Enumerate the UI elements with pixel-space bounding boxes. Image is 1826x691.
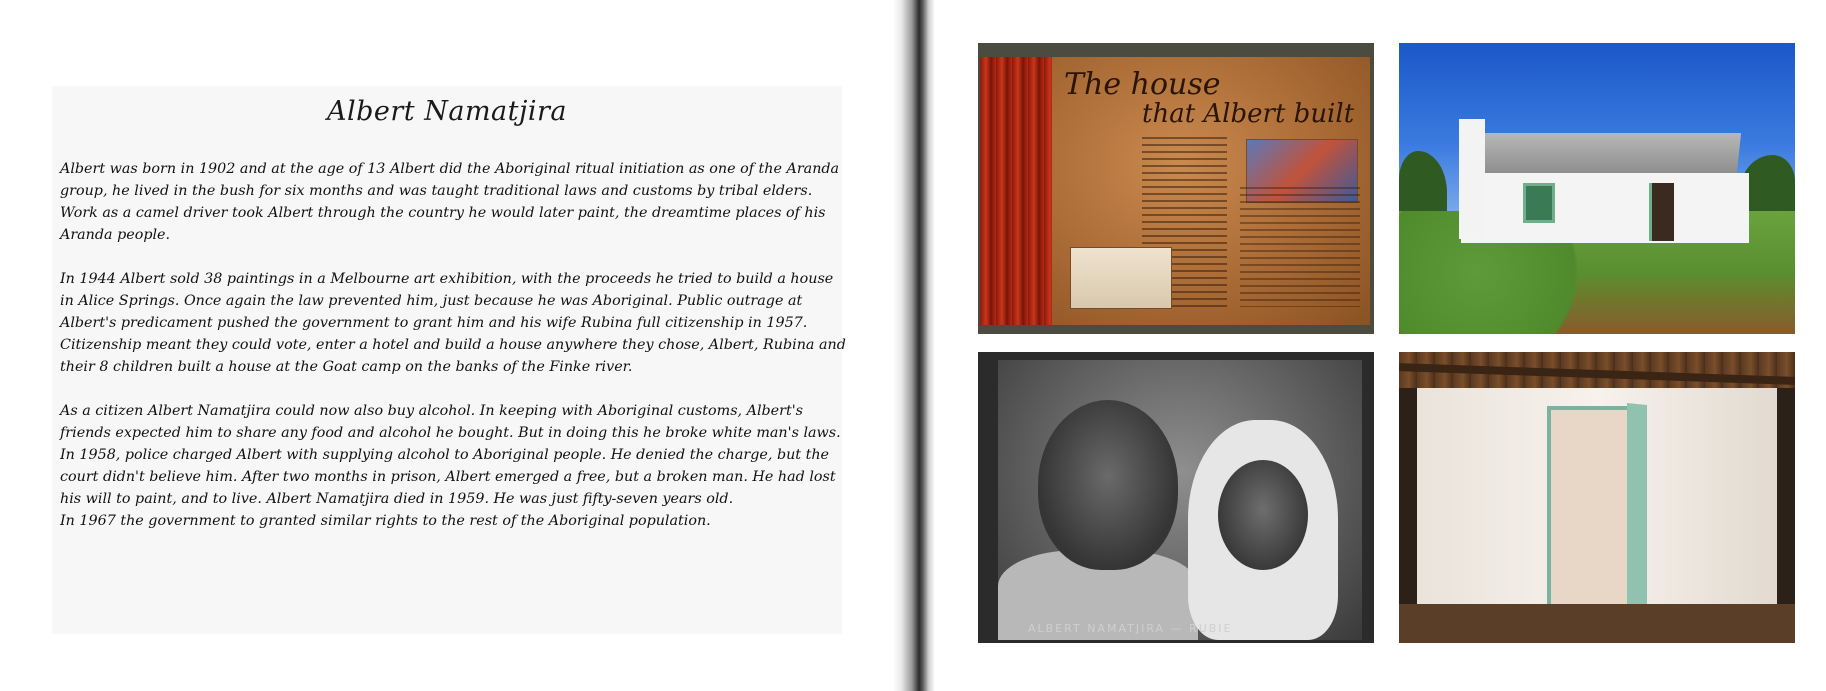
house-wall: [1461, 173, 1749, 243]
right-page: [935, 0, 1826, 691]
house-window: [1523, 183, 1555, 223]
article-title: Albert Namatjira: [326, 96, 568, 127]
house-chimney: [1459, 119, 1485, 239]
open-green-door: [1627, 403, 1647, 615]
man-face: [1038, 400, 1178, 570]
article-body: [60, 158, 850, 532]
woman-face: [1218, 460, 1308, 570]
sign-board: [1052, 57, 1370, 325]
house-roof: [1467, 133, 1741, 173]
left-page: [0, 0, 893, 691]
paragraph-2: In 1944 Albert sold 38 paintings in a Melbourne art exhibition, with the proceeds he tried to build a house in Alice Springs. Once again the law prevented him, just because he was Aboriginal. Public outrage at Albert's predicament pushed the government to grant him and his wife Rubina full citizenship in 1957. Citizenship meant they could vote, enter a hotel and build a house anywhere they chose, Albert, Rubina and their 8 children built a house at the Goat camp on the banks of the Finke river.: [60, 271, 846, 375]
book-gutter: [893, 0, 935, 691]
house-photo: [1399, 43, 1795, 334]
portrait-photo: [978, 352, 1374, 643]
paragraph-3: As a citizen Albert Namatjira could now also buy alcohol. In keeping with Aboriginal customs, Albert's friends expected him to share any food and alcohol he bought. But in doing this he broke white man's laws. In 1958, police charged Albert with supplying alcohol to Aboriginal people. He denied the charge, but the court didn't believe him. After two months in prison, Albert emerged a free, but a broken man. He had lost his will to paint, and to live. Albert Namatjira died in 1959. He was just fifty-seven years old.: [60, 403, 841, 507]
portrait-caption: ALBERT NAMATJIRA — RUBIE: [1028, 622, 1233, 635]
sign-title-line-1: The house: [1064, 67, 1221, 102]
sign-sketch-image: [1070, 247, 1172, 309]
interior-photo: [1399, 352, 1795, 643]
paragraph-4: In 1967 the government to granted similar rights to the rest of the Aboriginal population.: [60, 513, 711, 529]
text-panel: [52, 86, 846, 634]
dirt-floor: [1399, 604, 1795, 643]
sign-photo: [978, 43, 1374, 334]
paragraph-1: Albert was born in 1902 and at the age of 13 Albert did the Aboriginal ritual initiation as one of the Aranda group, he lived in the bush for six months and was taught traditional laws and customs by tribal elders. Work as a camel driver took Albert through the country he would later paint, the dreamtime places of his Aranda people.: [60, 161, 840, 243]
sign-text-block-2: [1240, 187, 1360, 307]
house-door: [1649, 183, 1674, 241]
red-curtain: [980, 57, 1052, 325]
doorway: [1547, 406, 1637, 606]
portrait-print: [998, 360, 1362, 640]
sign-title-line-2: that Albert built: [1142, 99, 1355, 129]
